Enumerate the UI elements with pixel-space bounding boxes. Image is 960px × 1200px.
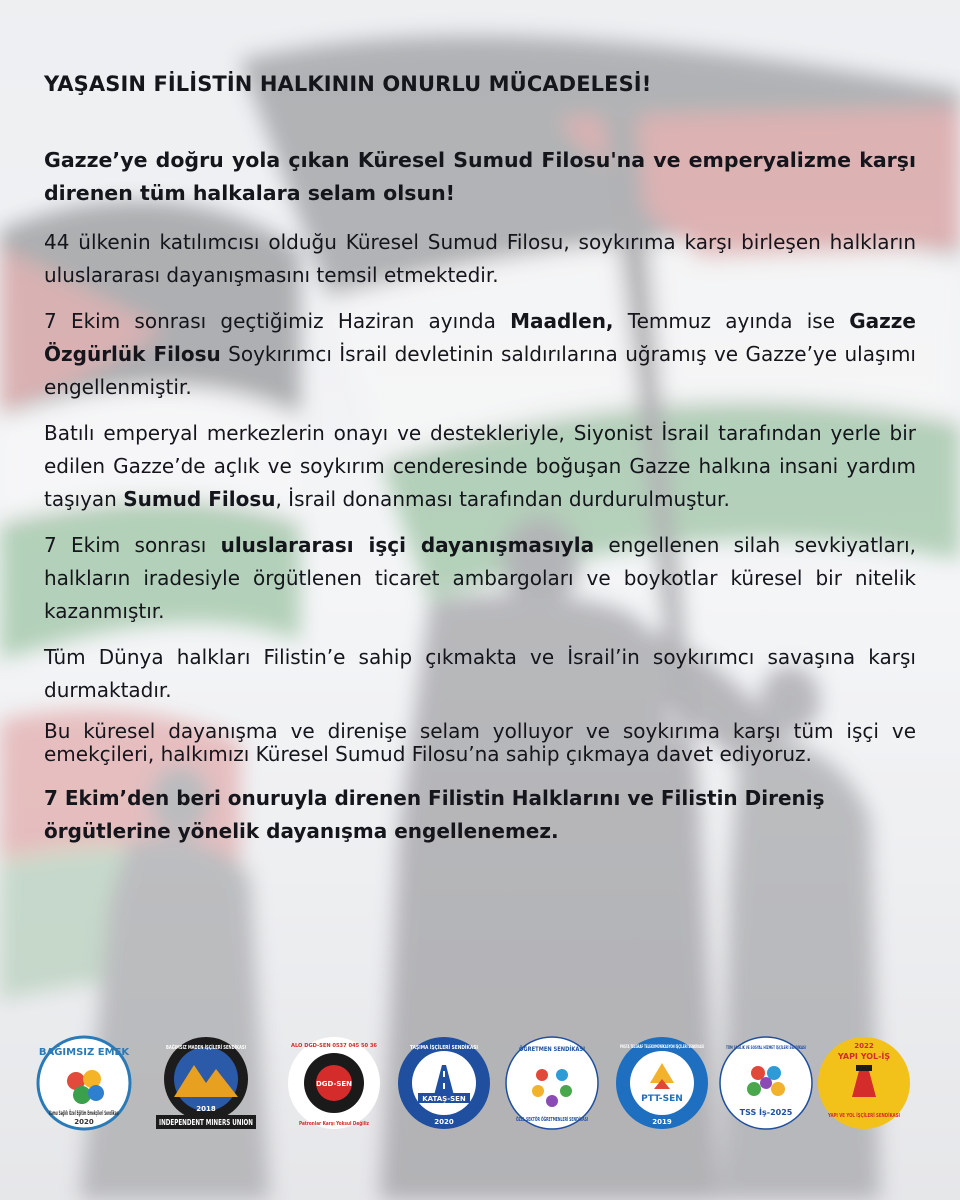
sumud-filosu-bold: Sumud Filosu	[123, 487, 276, 511]
closing-statement: 7 Ekim’den beri onuruyla direnen Filistin Halklarını ve Filistin Direniş örgütlerine yönelik dayanışma engellenemez.	[44, 786, 825, 843]
logo-1-subtitle: Kamu Sağlık Özel Eğitim Emekçileri Sendikası	[49, 1110, 119, 1117]
logo-ogretmen-sendikasi	[504, 1035, 633, 1131]
logo-1-year: 2020	[74, 1118, 94, 1126]
logo-4-ring: TAŞIMA İŞÇİLERİ SENDİKASI	[410, 1045, 489, 1051]
paragraph-5: Tüm Dünya halkları Filistin’e sahip çıkmakta ve İsrail’in soykırımcı savaşına karşı durmaktadır.	[44, 645, 916, 702]
gazze-ozgurluk-filosu-bold: Gazze Özgürlük Filosu	[44, 309, 916, 366]
paragraph-1: 44 ülkenin katılımcısı olduğu Küresel Sumud Filosu, soykırıma karşı birleşen halkların uluslararası dayanışmasını temsil etmektedir.	[44, 230, 916, 287]
logo-7-name: TSS İş-2025	[739, 1108, 793, 1117]
logo-3-slogan: Patronlar Karşı Yoksul Değiliz	[299, 1121, 370, 1127]
paragraph-2: 7 Ekim sonrası geçtiğimiz Haziran ayında Maadlen, Temmuz ayında ise Gazze Özgürlük Filosu Soykırımcı İsrail devletinin saldırılarına uğramış ve Gazze’ye ulaşımı engellenmiştir.	[44, 309, 916, 399]
logo-5-name: ÖĞRETMEN SENDİKASI	[519, 1046, 585, 1053]
logo-3-name: DGD-SEN	[315, 1080, 353, 1088]
logo-7-ring: TÜM SAĞLIK VE SOSYAL HİZMET İŞÇİLERİ SENDİKASI	[726, 1046, 859, 1051]
paragraph-6: Bu küresel dayanışma ve direnişe selam yolluyor ve soykırıma karşı tüm işçi ve emekçileri, halkımızı Küresel Sumud Filosu’na sahip çıkmaya davet ediyoruz.	[44, 719, 916, 766]
logo-bagimsiz-emek	[36, 1035, 132, 1131]
logo-8-ring: YAPI VE YOL İŞÇİLERİ SENDİKASI	[828, 1113, 920, 1119]
logo-katas-sen	[396, 1035, 492, 1131]
logo-2-english: INDEPENDENT MINERS UNION	[159, 1118, 253, 1127]
logo-6-year: 2019	[652, 1118, 672, 1126]
maadlen-bold: Maadlen,	[510, 309, 614, 333]
statement-title: YAŞASIN FİLİSTİN HALKININ ONURLU MÜCADELESİ!	[44, 72, 652, 96]
statement-content	[44, 72, 916, 848]
union-logos-row	[0, 1035, 960, 1135]
logo-yapi-yol-is	[816, 1035, 920, 1131]
paragraph-3: Batılı emperyal merkezlerin onayı ve destekleriyle, Siyonist İsrail tarafından yerle bir edilen Gazze’de açlık ve soykırım cenderesinde boğuşan Gazze halkına insani yardım taşıyan Sumud Filosu, İsrail donanması tarafından durdurulmuştur.	[44, 421, 916, 511]
logo-6-name: PTT-SEN	[641, 1094, 683, 1104]
logo-8-year: 2022	[854, 1042, 874, 1050]
logo-4-year: 2020	[434, 1118, 454, 1126]
isci-dayanismasi-bold: uluslararası işçi dayanışmasıyla	[220, 533, 595, 557]
logo-2-name: BAĞIMSIZ MADEN İŞÇİLERİ SENDİKASI	[166, 1045, 284, 1051]
lead-paragraph: Gazze’ye doğru yola çıkan Küresel Sumud Filosu'na ve emperyalizme karşı direnen tüm halkalara selam olsun!	[44, 148, 916, 205]
logo-6-ring: POSTA TELGRAF TELEKOMÜNİKASYON İŞÇİLERİ SENDİKASI	[620, 1045, 768, 1050]
logo-tss-is	[718, 1035, 859, 1131]
logo-independent-miners-union	[150, 1035, 284, 1131]
paragraph-4: 7 Ekim sonrası uluslararası işçi dayanışmasıyla engellenen silah sevkiyatları, halkların iradesiyle örgütlenen ticaret ambargoları ve boykotlar küresel bir nitelik kazanmıştır.	[44, 533, 916, 623]
logo-1-name: BAĞIMSIZ EMEK	[38, 1047, 130, 1058]
logo-2-year: 2018	[196, 1105, 216, 1113]
logo-8-name: YAPI YOL-İŞ	[837, 1052, 891, 1061]
logo-3-phone: ALO DGD-SEN 0537 045 50 36	[291, 1043, 378, 1049]
logo-dgd-sen	[286, 1035, 382, 1131]
logo-5-sub: ÖZEL SEKTÖR ÖĞRETMENLERİ SENDİKASI	[516, 1117, 633, 1123]
logo-4-name: KATAŞ-SEN	[422, 1095, 466, 1103]
